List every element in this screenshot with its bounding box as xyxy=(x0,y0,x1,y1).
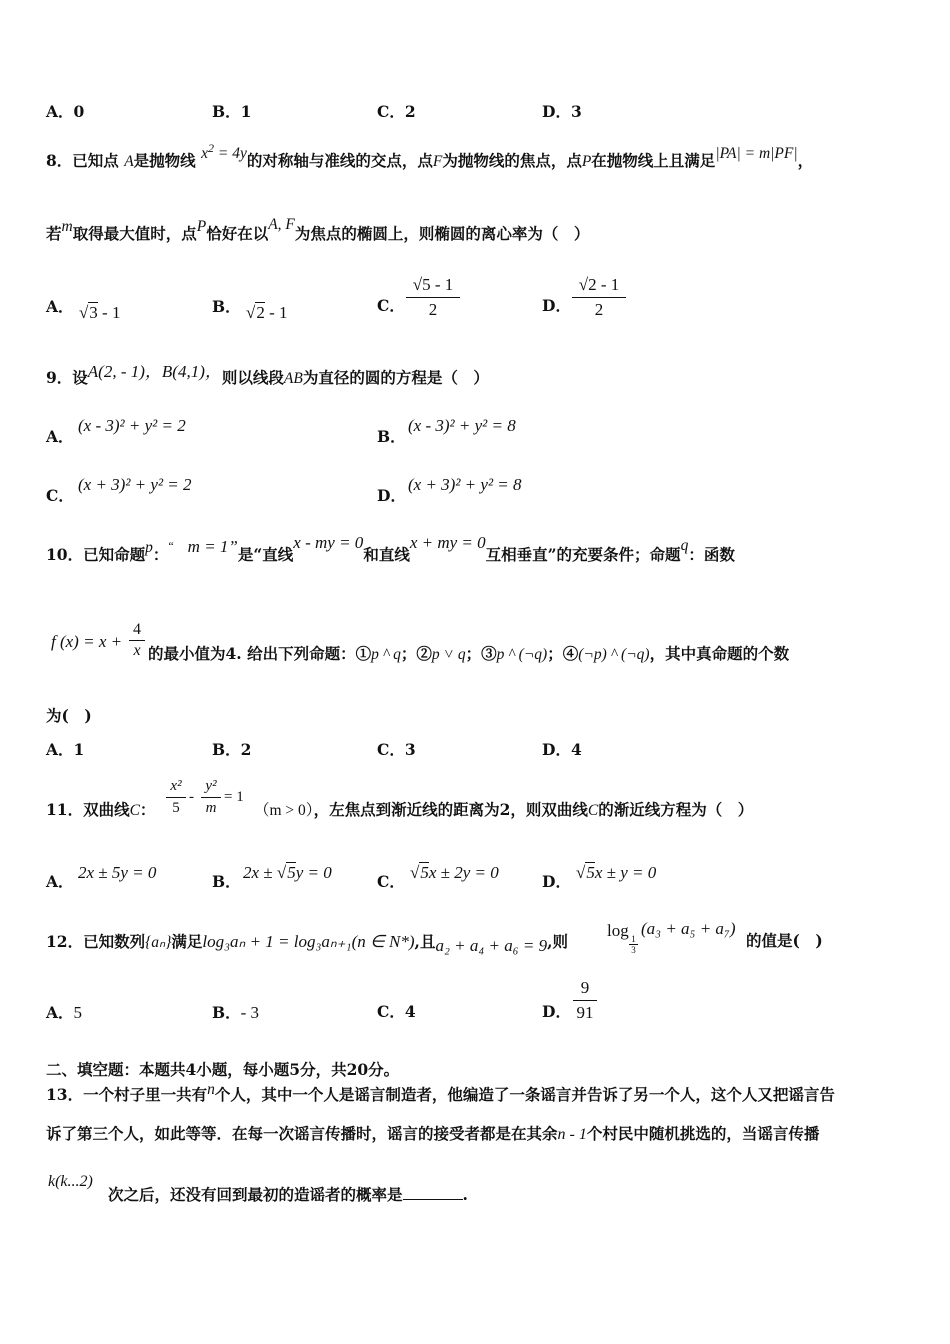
q11-rest: （m > 0），左焦点到渐近线的距离为2，则双曲线C的渐近线方程为（ ） xyxy=(254,800,754,819)
q11-curve-c2: C xyxy=(587,802,599,819)
q11-option-c-eq: √5x ± 2y = 0 xyxy=(410,863,499,882)
q9-option-a-eq: (x - 3)² + y² = 2 xyxy=(78,416,186,435)
q9-option-d-eq: (x + 3)² + y² = 8 xyxy=(408,475,522,494)
q12-log-base-den: 3 xyxy=(629,944,638,955)
q8-parabola-eq: $x^2 = 4y$ xyxy=(201,141,247,163)
q10-fraction xyxy=(129,621,145,660)
q10-expr-1: p ^ q xyxy=(371,646,401,663)
q9-option-b-eq: (x - 3)² + y² = 8 xyxy=(408,416,516,435)
q8-option-b: B． √2 - 1 xyxy=(212,297,288,322)
q12-option-c: C．4 xyxy=(377,1002,416,1021)
q8-foci: A, F xyxy=(268,216,295,233)
q8-line-1 xyxy=(46,141,814,171)
q11-option-a-label: A． xyxy=(46,872,74,891)
q8-condition: |PA| = m|PF| xyxy=(715,145,798,163)
q8-var-m: m xyxy=(61,218,73,235)
q8-option-d-denominator: 2 xyxy=(572,297,626,320)
q12-option-a-value: 5 xyxy=(73,1003,83,1022)
q10-option-c: C．3 xyxy=(377,740,416,759)
q11-option-d-label: D． xyxy=(542,872,571,891)
q11-option-b-label: B． xyxy=(212,872,241,891)
q11-condition: （m > 0） xyxy=(254,802,314,819)
q11-fraction-x xyxy=(166,778,186,817)
q11-curve-c: C xyxy=(129,802,140,819)
q10-quote: “ xyxy=(168,539,174,553)
q8-text: 恰好在以 xyxy=(206,224,269,243)
q9-points: A(2, - 1)，B(4,1)， xyxy=(87,362,222,381)
q12-option-b: B．- 3 xyxy=(212,1003,260,1022)
q11-fraction-x-den: 5 xyxy=(166,797,186,817)
q11-intro: 11．双曲线C： xyxy=(46,800,156,819)
q8-text: 的对称轴与准线的交点，点 xyxy=(246,151,433,171)
q9-option-b-label: B． xyxy=(377,427,406,446)
q8-option-b-value: √2 - 1 xyxy=(246,303,288,322)
q11-fraction-y xyxy=(201,778,221,817)
q8-line-2 xyxy=(46,216,590,243)
q8-point-a: A xyxy=(124,153,134,171)
q11-fraction-y-num: y² xyxy=(205,778,217,794)
q8-text: 为焦点的椭圆上，则椭圆的离心率为（ ） xyxy=(294,224,590,243)
q10-expr-2: p ˅ q xyxy=(431,646,466,663)
q7-option-d: D．3 xyxy=(542,102,582,121)
q12-tail: 的值是( ) xyxy=(746,931,823,950)
q8-point-p2: P xyxy=(196,218,207,235)
q8-option-c-fraction xyxy=(406,275,460,320)
q10-prop-p: p xyxy=(145,539,153,556)
q12-option-a: A．5 xyxy=(46,1003,83,1022)
q12-sequence: {aₙ} xyxy=(145,934,172,951)
q10-line1-eq: x - my = 0 xyxy=(293,533,364,552)
q8-text: 若 xyxy=(46,224,62,243)
q9-option-c-label: C． xyxy=(46,486,74,505)
q10-expr-4: (¬p) ^ (¬q) xyxy=(578,646,650,663)
q12-log-argument: (a₃ + a₅ + a₇) xyxy=(641,919,736,938)
q11-option-b-eq: 2x ± √5y = 0 xyxy=(243,863,332,882)
q8-option-c-numerator: √5 - 1 xyxy=(412,275,454,294)
q8-option-c-denominator: 2 xyxy=(406,297,460,320)
q7-option-b: B．1 xyxy=(212,102,252,121)
q10-option-b: B．2 xyxy=(212,740,252,759)
q12-option-d-num: 9 xyxy=(580,978,590,997)
q7-option-a: A．0 xyxy=(46,102,85,121)
q13-var-n: n xyxy=(207,1081,215,1098)
q11-option-c-label: C． xyxy=(377,872,405,891)
q10-line-1: 10．已知命题p：“ m = 1”是“直线x - my = 0和直线x + my = 0互相垂直”的充要条件；命题q：函数 xyxy=(46,533,735,564)
q12-log-base xyxy=(629,934,638,955)
q8-text: 为抛物线的焦点，点 xyxy=(442,151,582,171)
q8-point-p: P xyxy=(581,153,592,171)
q12-option-b-value: - 3 xyxy=(240,1003,260,1022)
q13-answer-blank[interactable] xyxy=(403,1187,463,1200)
q11-fraction-y-den: m xyxy=(201,797,221,817)
q10-option-a: A．1 xyxy=(46,740,85,759)
q12-log: log xyxy=(607,921,629,940)
q9-option-c-eq: (x + 3)² + y² = 2 xyxy=(78,475,192,494)
q8-number: 8．已知点 xyxy=(46,151,119,171)
q12-log-base-num: 1 xyxy=(631,934,636,944)
q9-option-a-label: A． xyxy=(46,427,74,446)
q9-option-d-label: D． xyxy=(377,486,406,505)
q13-n-minus-1: n - 1 xyxy=(557,1126,587,1143)
q12-relation: log₃aₙ + 1 = log₃aₙ₊₁ xyxy=(202,932,352,951)
q10-line2-eq: x + my = 0 xyxy=(409,533,486,552)
q8-option-d-fraction xyxy=(572,275,626,320)
q10-m-eq: m = 1” xyxy=(187,537,238,556)
q10-prop-q: q xyxy=(680,537,689,554)
q11-equals-one: = 1 xyxy=(224,789,244,805)
q8-option-d-numerator: √2 - 1 xyxy=(578,275,620,294)
q8-text: 是抛物线 xyxy=(133,151,196,171)
q8-point-f: F xyxy=(432,153,443,171)
q11-minus: - xyxy=(189,789,194,805)
q8-text: 取得最大值时，点 xyxy=(72,224,197,243)
q9-segment-ab: AB xyxy=(283,370,303,387)
q10-function: f (x) = x + xyxy=(51,632,123,651)
q13-line-1: 13．一个村子里一共有n个人，其中一个人是谣言制造者，他编造了一条谣言并告诉了另一个人，这个人又把谣言告 xyxy=(46,1081,835,1104)
q12-option-d-den: 91 xyxy=(573,1000,597,1023)
q12-option-d-fraction xyxy=(573,978,597,1023)
q13-var-k: k(k...2) xyxy=(48,1173,93,1190)
q12-sum: a₂ + a₄ + a₆ = 9 xyxy=(435,936,548,955)
q10-line-3: 为( ) xyxy=(46,706,92,725)
q8-option-a: A． √3 - 1 xyxy=(46,297,121,322)
q10-expr-3: p ^ (¬q) xyxy=(496,646,548,663)
q10-line-2: 的最小值为4. 给出下列命题：①p ^ q；②p ˅ q；③p ^ (¬q)；④(¬p) ^ (¬q)，其中真命题的个数 xyxy=(148,644,790,663)
q12-line: 12．已知数列{aₙ}满足log₃aₙ + 1 = log₃aₙ₊₁(n ∈ N*),且a₂ + a₄ + a₆ = 9,则 xyxy=(46,932,569,955)
q8-text: ， xyxy=(797,151,814,171)
q11-fraction-x-num: x² xyxy=(170,778,182,794)
q8-option-c-label: C． xyxy=(377,296,405,315)
q10-option-d: D．4 xyxy=(542,740,582,759)
q12-option-d-label: D． xyxy=(542,1002,571,1021)
q9-line: 9．设A(2, - 1)，B(4,1)，则以线段AB为直径的圆的方程是（ ） xyxy=(46,362,489,387)
q10-fraction-denominator: x xyxy=(129,640,145,660)
q11-option-a-eq: 2x ± 5y = 0 xyxy=(78,863,157,882)
section-2-heading: 二、填空题：本题共4小题，每小题5分，共20分。 xyxy=(46,1060,400,1079)
q12-condition: (n ∈ N*) xyxy=(351,932,415,951)
q8-option-d-label: D． xyxy=(542,296,571,315)
q11-option-d-eq: √5x ± y = 0 xyxy=(576,863,657,882)
q8-text: 在抛物线上且满足 xyxy=(591,151,716,171)
q8-option-a-value: √3 - 1 xyxy=(78,303,121,322)
q7-option-c: C．2 xyxy=(377,102,416,121)
q13-line-2: 诉了第三个人，如此等等．在每一次谣言传播时，谣言的接受者都是在其余n - 1个村民中随机挑选的，当谣言传播 xyxy=(46,1124,820,1143)
q13-line-3: 次之后，还没有回到最初的造谣者的概率是 . xyxy=(108,1185,468,1204)
q10-fraction-numerator: 4 xyxy=(133,621,141,638)
